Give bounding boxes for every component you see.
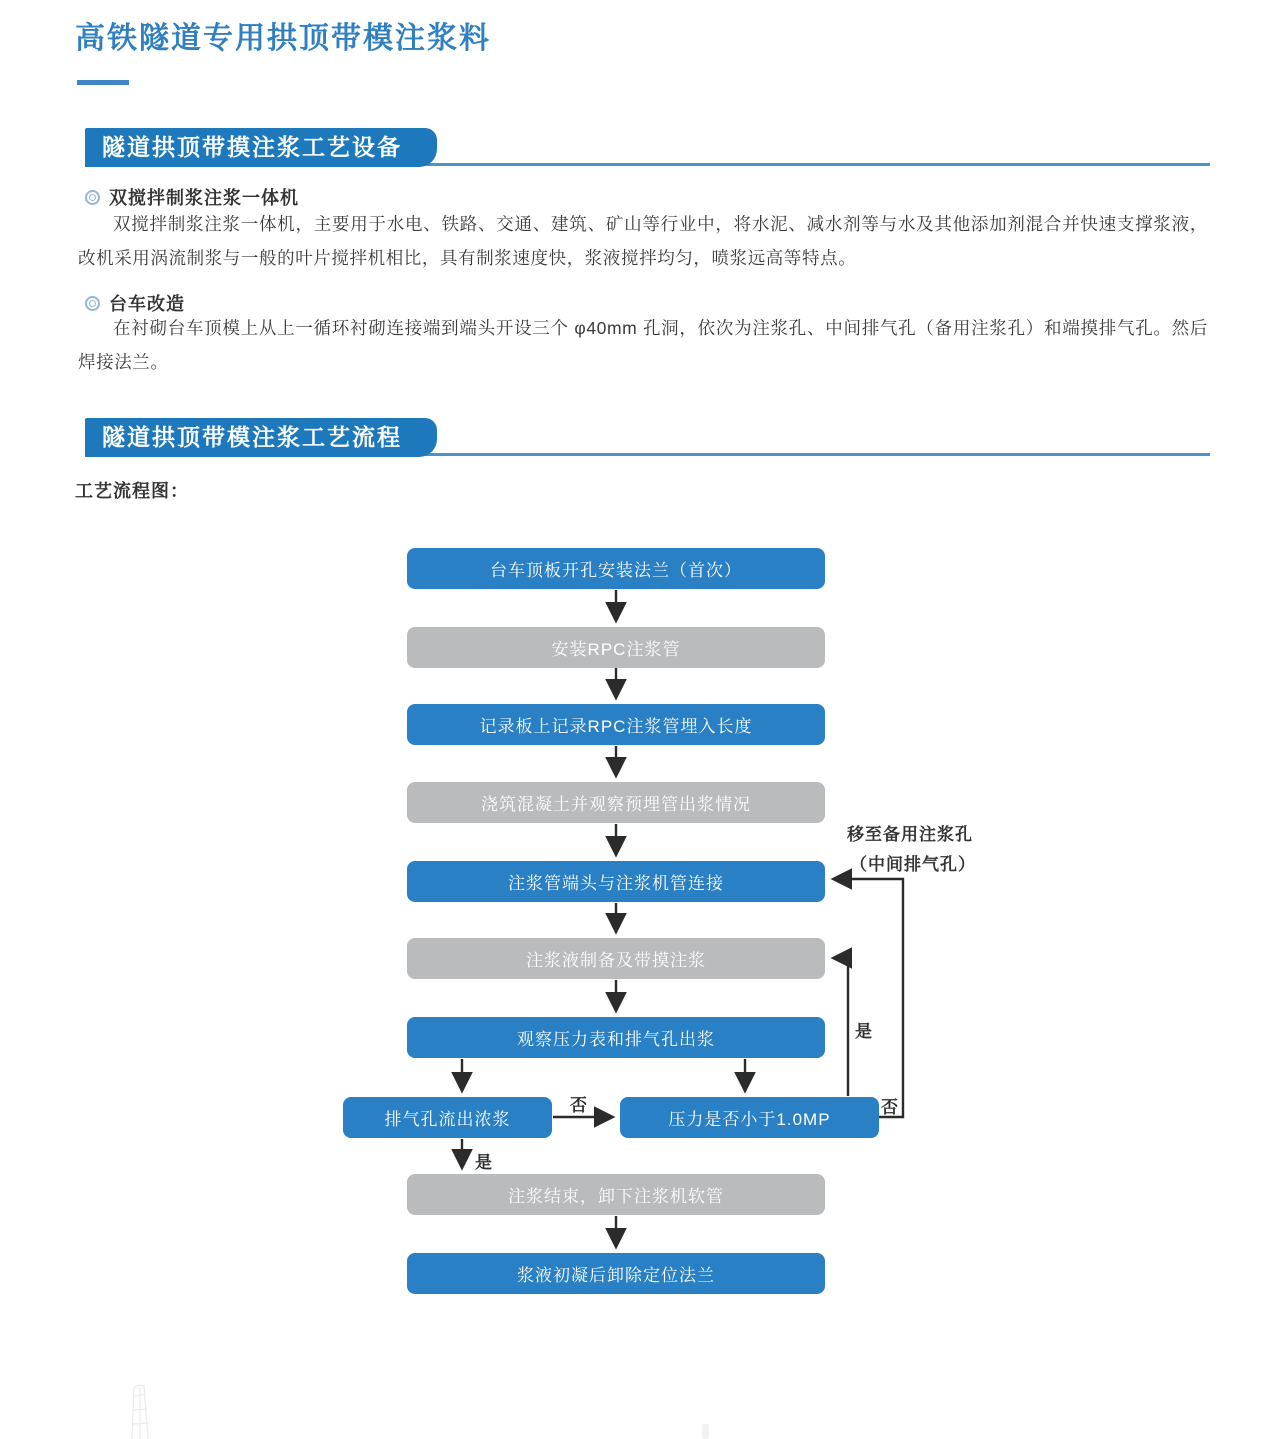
paragraph-trolley: 在衬砌台车顶模上从上一循环衬砌连接端到端头开设三个 φ40mm 孔洞，依次为注浆孔、中间排气孔（备用注浆孔）和端摸排气孔。然后焊接法兰。 [78, 318, 1208, 372]
loop-annotation-line2: （中间排气孔） [850, 855, 976, 874]
ring-bullet-icon [85, 190, 100, 205]
flow-node-finish-grouting: 注浆结束，卸下注浆机软管 [407, 1174, 825, 1215]
bullet-label: 台车改造 [109, 294, 185, 314]
flow-node-vent-thick-grout: 排气孔流出浓浆 [343, 1097, 552, 1138]
loop-annotation-line1: 移至备用注浆孔 [847, 825, 973, 844]
flow-node-install-rpc-pipe: 安装RPC注浆管 [407, 627, 825, 668]
page-title: 高铁隧道专用拱顶带模注浆料 [75, 22, 491, 55]
section-header-equipment: 隧道拱顶带摸注浆工艺设备 [85, 128, 437, 167]
bullet-label: 双搅拌制浆注浆一体机 [109, 188, 299, 208]
branch-label-no-loop: 否 [881, 1098, 898, 1117]
flow-node-prepare-grout: 注浆液制备及带摸注浆 [407, 938, 825, 979]
paragraph-mixer: 双搅拌制浆注浆一体机，主要用于水电、铁路、交通、建筑、矿山等行业中，将水泥、减水剂等与水及其他添加剂混合并快速支撑浆液，改机采用涡流制浆与一般的叶片搅拌机相比，具有制浆速度快，浆液搅拌均匀，喷浆远高等特点。 [78, 214, 1208, 268]
branch-label-yes: 是 [475, 1153, 492, 1172]
title-underline [77, 80, 129, 85]
ring-bullet-icon [85, 296, 100, 311]
flow-node-connect-machine: 注浆管端头与注浆机管连接 [407, 861, 825, 902]
building-watermark [118, 1382, 166, 1439]
flow-node-pour-concrete: 浇筑混凝土并观察预埋管出浆情况 [407, 782, 825, 823]
scan-smudge [702, 1424, 709, 1439]
flow-node-remove-flange: 浆液初凝后卸除定位法兰 [407, 1253, 825, 1294]
branch-label-yes-loop: 是 [855, 1022, 872, 1041]
flow-node-record-length: 记录板上记录RPC注浆管埋入长度 [407, 704, 825, 745]
section-header-process: 隧道拱顶带模注浆工艺流程 [85, 418, 437, 457]
branch-label-no: 否 [570, 1096, 587, 1115]
flowchart-caption: 工艺流程图： [75, 481, 189, 501]
flow-node-observe-pressure: 观察压力表和排气孔出浆 [407, 1017, 825, 1058]
flow-node-install-flange: 台车顶板开孔安装法兰（首次） [407, 548, 825, 589]
flow-node-pressure-check: 压力是否小于1.0MP [620, 1097, 879, 1138]
